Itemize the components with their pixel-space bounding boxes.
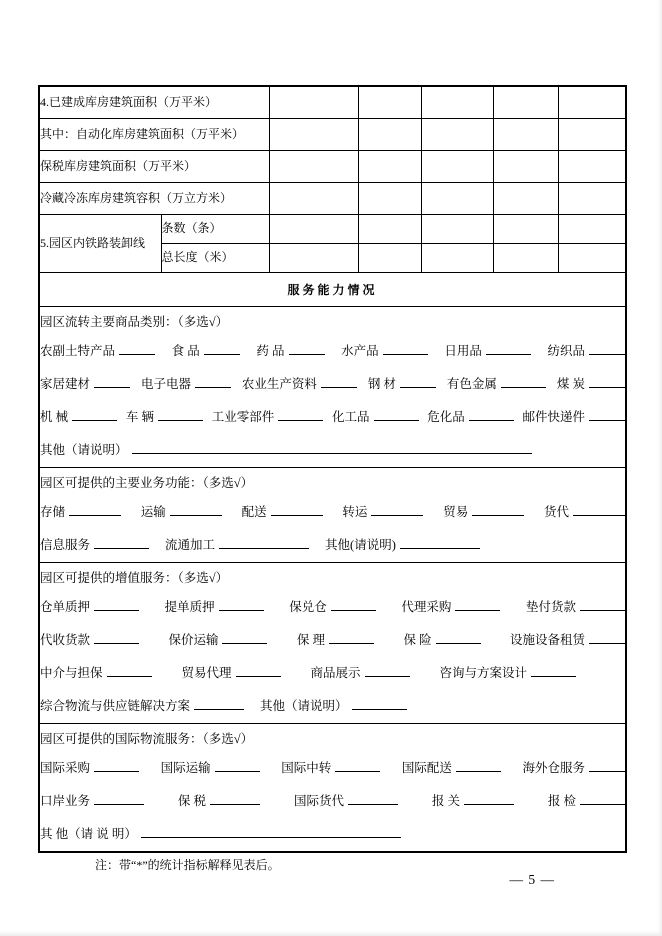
option-label: 有色金属: [446, 376, 497, 391]
table-row: [39, 118, 626, 150]
option-label: 海外仓服务: [522, 760, 586, 775]
option-label: 运输: [140, 504, 166, 519]
option-label: 配送: [241, 504, 267, 519]
option-label: 信息服务: [40, 537, 91, 552]
section-title: 园区可提供的增值服务：（多选√）: [40, 570, 229, 585]
statistics-form-table: [38, 85, 627, 853]
data-cell[interactable]: [493, 182, 558, 214]
fill-in-blank[interactable]: [383, 354, 428, 355]
option-label: 日用品: [444, 343, 482, 358]
option-row: [40, 368, 625, 401]
option-label: 机 械: [40, 409, 69, 424]
option-label: 其 他（请 说 明）: [40, 826, 137, 841]
fill-in-blank[interactable]: [94, 610, 139, 611]
fill-in-blank[interactable]: [94, 643, 139, 644]
fill-in-blank[interactable]: [210, 804, 260, 805]
data-cell[interactable]: [269, 150, 358, 182]
option-label: 药 品: [256, 343, 285, 358]
fill-in-blank[interactable]: [158, 420, 203, 421]
data-cell[interactable]: [493, 150, 558, 182]
data-cell[interactable]: [269, 118, 358, 150]
option-label: 报 关: [431, 793, 460, 808]
option-row: [40, 591, 625, 624]
fill-in-blank[interactable]: [94, 804, 144, 805]
option-row: [40, 401, 625, 434]
data-cell[interactable]: [269, 182, 358, 214]
fill-in-blank[interactable]: [69, 515, 121, 516]
fill-in-blank[interactable]: [456, 771, 501, 772]
option-label: 其他（请说明）: [260, 698, 348, 713]
fill-in-blank[interactable]: [486, 354, 531, 355]
option-label: 保兑仓: [289, 599, 327, 614]
option-label: 贸易: [443, 504, 469, 519]
option-label: 口岸业务: [40, 793, 91, 808]
data-cell[interactable]: [558, 214, 626, 243]
option-label: 流通加工: [165, 537, 216, 552]
option-label: 货代: [543, 504, 569, 519]
option-label: 邮件快递件: [522, 409, 586, 424]
data-cell[interactable]: [421, 118, 493, 150]
option-label: 国际货代: [293, 793, 344, 808]
option-label: 煤 炭: [556, 376, 585, 391]
data-cell[interactable]: [558, 86, 626, 118]
section-value-added-services: [39, 562, 626, 723]
table-row: [39, 723, 626, 852]
data-cell[interactable]: [358, 182, 421, 214]
option-label: 电子电器: [140, 376, 191, 391]
option-label: 车 辆: [125, 409, 155, 424]
fill-in-blank[interactable]: [531, 676, 576, 677]
data-cell[interactable]: [358, 243, 421, 272]
row-label: 其中：自动化库房建筑面积（万平米）: [39, 118, 269, 150]
option-label: 化工品: [332, 409, 370, 424]
data-cell[interactable]: [421, 182, 493, 214]
option-row: [40, 818, 625, 851]
data-cell[interactable]: [421, 243, 493, 272]
option-row: [40, 657, 625, 690]
fill-in-blank[interactable]: [400, 548, 480, 549]
data-cell[interactable]: [269, 243, 358, 272]
table-row: [39, 306, 626, 467]
fill-in-blank[interactable]: [170, 515, 222, 516]
option-label: 保 税: [177, 793, 207, 808]
sub-row-label: 总长度（米）: [161, 243, 269, 272]
data-cell[interactable]: [421, 86, 493, 118]
fill-in-blank[interactable]: [352, 709, 407, 710]
option-label: 危化品: [427, 409, 465, 424]
data-cell[interactable]: [558, 182, 626, 214]
fill-in-blank[interactable]: [329, 643, 374, 644]
fill-in-blank[interactable]: [204, 354, 240, 355]
fill-in-blank[interactable]: [94, 548, 149, 549]
footnote: 注：带“*”的统计指标解释见表后。: [95, 858, 280, 872]
fill-in-blank[interactable]: [348, 804, 398, 805]
option-label: 农副土特产品: [40, 343, 116, 358]
option-label: 存储: [40, 504, 66, 519]
fill-in-blank[interactable]: [194, 709, 244, 710]
fill-in-blank[interactable]: [335, 771, 380, 772]
fill-in-blank[interactable]: [580, 804, 625, 805]
data-cell[interactable]: [558, 243, 626, 272]
option-row: [40, 624, 625, 657]
option-row: [40, 529, 625, 562]
option-label: 农业生产资料: [241, 376, 317, 391]
fill-in-blank[interactable]: [94, 771, 139, 772]
fill-in-blank[interactable]: [455, 610, 500, 611]
option-label: 仓单质押: [40, 599, 91, 614]
fill-in-blank[interactable]: [589, 420, 625, 421]
fill-in-blank[interactable]: [589, 643, 625, 644]
option-label: 咨询与方案设计: [439, 665, 528, 680]
fill-in-blank[interactable]: [321, 387, 357, 388]
option-label: 提单质押: [164, 599, 215, 614]
data-cell[interactable]: [558, 118, 626, 150]
table-row: [39, 272, 626, 306]
option-label: 工业零部件: [211, 409, 275, 424]
page-number: — 5 —: [509, 872, 555, 887]
section-header-title: 服务能力情况: [39, 272, 626, 306]
table-row: [39, 182, 626, 214]
fill-in-blank[interactable]: [94, 387, 130, 388]
fill-in-blank[interactable]: [331, 610, 376, 611]
section-title: 园区流转主要商品类别：（多选√）: [40, 314, 229, 329]
section-title: 园区可提供的主要业务功能：（多选√）: [40, 475, 254, 490]
table-row: [39, 86, 626, 118]
data-cell[interactable]: [493, 243, 558, 272]
option-label: 国际运输: [160, 760, 211, 775]
option-label: 纺织品: [547, 343, 585, 358]
data-cell[interactable]: [358, 150, 421, 182]
option-label: 保 理: [296, 632, 326, 647]
option-label: 设施设备租赁: [510, 632, 586, 647]
option-label: 国际中转: [281, 760, 332, 775]
data-cell[interactable]: [493, 214, 558, 243]
fill-in-blank[interactable]: [472, 515, 524, 516]
table-row: [39, 467, 626, 562]
data-cell[interactable]: [269, 214, 358, 243]
fill-in-blank[interactable]: [72, 420, 117, 421]
sub-row-label: 条数（条）: [161, 214, 269, 243]
row-label: 冷藏冷冻库房建筑容积（万立方米）: [39, 182, 269, 214]
option-label: 其他(请说明): [325, 537, 396, 552]
fill-in-blank[interactable]: [222, 643, 267, 644]
data-cell[interactable]: [421, 214, 493, 243]
option-row: [40, 752, 625, 785]
fill-in-blank[interactable]: [436, 643, 481, 644]
row-label: 4.已建成库房建筑面积（万平米）: [39, 86, 269, 118]
option-label: 国际采购: [40, 760, 91, 775]
data-cell[interactable]: [558, 150, 626, 182]
option-row: [40, 496, 625, 529]
table-row: [39, 150, 626, 182]
fill-in-blank[interactable]: [219, 548, 309, 549]
data-cell[interactable]: [358, 86, 421, 118]
fill-in-blank[interactable]: [195, 387, 231, 388]
option-label: 中介与担保: [40, 665, 103, 680]
fill-in-blank[interactable]: [365, 676, 410, 677]
section-title: 园区可提供的国际物流服务：（多选√）: [40, 731, 254, 746]
option-label: 保价运输: [168, 632, 219, 647]
fill-in-blank[interactable]: [580, 610, 625, 611]
option-label: 代收货款: [40, 632, 91, 647]
fill-in-blank[interactable]: [219, 610, 264, 611]
option-label: 家居建材: [40, 376, 91, 391]
fill-in-blank[interactable]: [271, 515, 323, 516]
table-row: [39, 214, 626, 243]
data-cell[interactable]: [358, 214, 421, 243]
option-label: 报 检: [547, 793, 577, 808]
option-label: 国际配送: [401, 760, 452, 775]
option-label: 贸易代理: [181, 665, 232, 680]
table-row: [39, 562, 626, 723]
section-business-functions: [39, 467, 626, 562]
option-label: 水产品: [341, 343, 379, 358]
fill-in-blank[interactable]: [289, 354, 325, 355]
fill-in-blank[interactable]: [374, 420, 419, 421]
fill-in-blank[interactable]: [107, 676, 152, 677]
data-cell[interactable]: [358, 118, 421, 150]
data-cell[interactable]: [493, 118, 558, 150]
option-label: 转运: [342, 504, 368, 519]
fill-in-blank[interactable]: [400, 387, 436, 388]
data-cell[interactable]: [269, 86, 358, 118]
option-row: [40, 785, 625, 818]
fill-in-blank[interactable]: [589, 387, 625, 388]
fill-in-blank[interactable]: [141, 837, 401, 838]
option-label: 商品展示: [310, 665, 361, 680]
option-label: 垫付货款: [526, 599, 577, 614]
fill-in-blank[interactable]: [215, 771, 260, 772]
row-label: 保税库房建筑面积（万平米）: [39, 150, 269, 182]
option-row: [40, 690, 625, 723]
option-label: 代理采购: [401, 599, 452, 614]
fill-in-blank[interactable]: [119, 354, 155, 355]
option-label: 食 品: [171, 343, 200, 358]
option-label: 其他（请说明）: [40, 442, 128, 457]
fill-in-blank[interactable]: [464, 804, 514, 805]
fill-in-blank[interactable]: [236, 676, 281, 677]
option-label: 保 险: [403, 632, 432, 647]
fill-in-blank[interactable]: [573, 515, 625, 516]
fill-in-blank[interactable]: [278, 420, 323, 421]
fill-in-blank[interactable]: [132, 453, 532, 454]
fill-in-blank[interactable]: [589, 354, 625, 355]
section-commodity-categories: [39, 306, 626, 467]
option-label: 综合物流与供应链解决方案: [40, 698, 191, 713]
data-cell[interactable]: [421, 150, 493, 182]
fill-in-blank[interactable]: [589, 771, 625, 772]
fill-in-blank[interactable]: [469, 420, 514, 421]
option-label: 钢 材: [367, 376, 396, 391]
option-row: [40, 335, 625, 368]
section-international-logistics: [39, 723, 626, 852]
option-row: [40, 434, 625, 467]
data-cell[interactable]: [493, 86, 558, 118]
fill-in-blank[interactable]: [371, 515, 423, 516]
row-label: 5.园区内铁路装卸线: [39, 214, 161, 272]
fill-in-blank[interactable]: [501, 387, 546, 388]
